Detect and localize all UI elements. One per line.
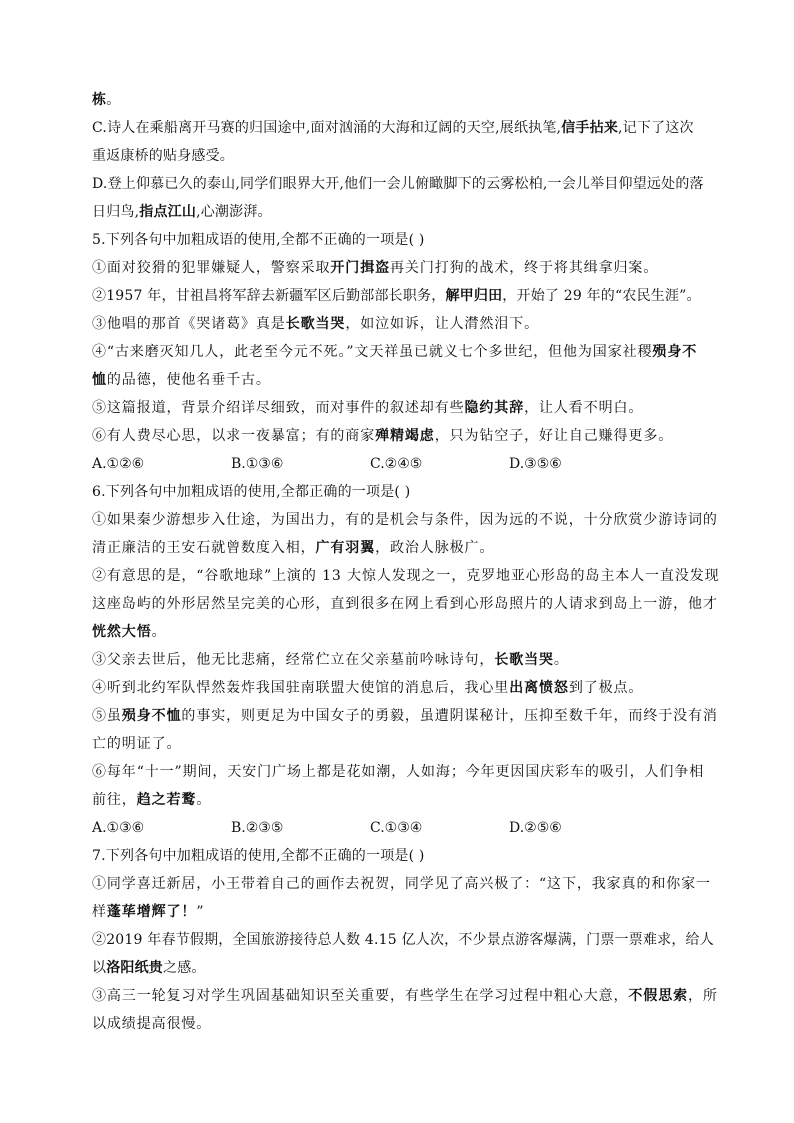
text-line: 以洛阳纸贵之感。 bbox=[92, 960, 206, 976]
bold-idiom: 广有羽翼 bbox=[315, 540, 376, 556]
text-line: ②2019 年春节假期，全国旅游接待总人数 4.15 亿人次，不少景点游客爆满，门票一票难求，给人 bbox=[92, 932, 714, 948]
bold-idiom: 不假思索 bbox=[628, 988, 689, 1004]
question-6-options bbox=[92, 814, 704, 842]
text-line: ①同学喜迁新居，小王带着自己的画作去祝贺，同学见了高兴极了：“这下，我家真的和你家一 bbox=[92, 876, 711, 892]
text-line: ①面对狡猾的犯罪嫌疑人，警察采取开门揖盗再关门打狗的战术，终于将其缉拿归案。 bbox=[92, 260, 659, 276]
option-a: A.①②⑥ bbox=[92, 456, 145, 472]
text-line: 这座岛屿的外形居然呈完美的心形，直到很多在网上看到心形岛照片的人请求到岛上一游，他才 bbox=[92, 596, 718, 612]
bold-idiom: 趋之若鹜 bbox=[136, 792, 197, 808]
bold-idiom: 恤 bbox=[92, 372, 107, 388]
option-c: C.①③④ bbox=[370, 820, 423, 836]
text-line: 日归鸟,指点江山,心潮澎湃。 bbox=[92, 204, 272, 220]
question-5-stem: 5.下列各句中加粗成语的使用,全都不正确的一项是( ) bbox=[92, 232, 425, 248]
question-7-stem: 7.下列各句中加粗成语的使用,全都不正确的一项是( ) bbox=[92, 848, 425, 864]
text-line: ③父亲去世后，他无比悲痛，经常伫立在父亲墓前吟咏诗句，长歌当哭。 bbox=[92, 652, 569, 668]
bold-idiom: 指点江山 bbox=[139, 204, 197, 220]
text-line: ③高三一轮复习对学生巩固基础知识至关重要，有些学生在学习过程中粗心大意，不假思索，所 bbox=[92, 988, 718, 1004]
bold-idiom: 出离愤怒 bbox=[509, 680, 569, 696]
bold-idiom: 洛阳纸贵 bbox=[106, 960, 164, 976]
option-a: A.①③⑥ bbox=[92, 820, 145, 836]
question-5-options bbox=[92, 450, 704, 478]
text-line: ⑥每年“十一”期间，天安门广场上都是花如潮，人如海；今年更因国庆彩车的吸引，人们争相 bbox=[92, 764, 705, 780]
text-line: ④“古来磨灭知几人，此老至今元不死。”文天祥虽已就义七个多世纪，但他为国家社稷殒身不 bbox=[92, 344, 698, 360]
bold-idiom: 栋 bbox=[92, 92, 107, 108]
text-line: ③他唱的那首《哭诸葛》真是长歌当哭，如泣如诉，让人潸然泪下。 bbox=[92, 316, 540, 332]
text-line: 重返康桥的贴身感受。 bbox=[92, 148, 234, 164]
text-line: ⑥有人费尽心思，以求一夜暴富；有的商家殚精竭虑，只为钻空子，好让自己赚得更多。 bbox=[92, 428, 674, 444]
bold-idiom: 长歌当哭 bbox=[285, 316, 346, 332]
bold-idiom: 开门揖盗 bbox=[330, 260, 391, 276]
text-line: D.登上仰慕已久的泰山,同学们眼界大开,他们一会儿俯瞰脚下的云雾松柏,一会儿举目仰望远处的落 bbox=[92, 176, 704, 192]
option-b: B.②③⑤ bbox=[231, 820, 284, 836]
bold-idiom: 殚精竭虑 bbox=[375, 428, 435, 444]
text-line: 前往，趋之若鹜。 bbox=[92, 792, 212, 808]
text-line: ②1957 年，甘祖昌将军辞去新疆军区后勤部部长职务，解甲归田，开始了 29 年的“农民生涯”。 bbox=[92, 288, 701, 304]
bold-idiom: 蓬荜增辉了！ bbox=[106, 904, 197, 920]
document-page bbox=[92, 86, 720, 1038]
bold-idiom: 信手拈来 bbox=[561, 120, 619, 136]
text-line: 栋。 bbox=[92, 92, 121, 108]
text-line: 清正廉洁的王安石就曾数度入相，广有羽翼，政治人脉极广。 bbox=[92, 540, 495, 556]
text-line: ①如果秦少游想步入仕途，为国出力，有的是机会与条件，因为远的不说，十分欣赏少游诗词的 bbox=[92, 512, 718, 528]
text-line: ⑤虽殒身不恤的事实，则更足为中国女子的勇毅，虽遭阴谋秘计，压抑至数千年，而终于没有消 bbox=[92, 708, 718, 724]
bold-idiom: 殒身不恤 bbox=[121, 708, 182, 724]
option-d: D.③⑤⑥ bbox=[509, 456, 562, 472]
text-line: 亡的明证了。 bbox=[92, 736, 182, 752]
text-line: C.诗人在乘船离开马赛的归国途中,面对汹涌的大海和辽阔的天空,展纸执笔,信手拈来,记下了这次 bbox=[92, 120, 694, 136]
bold-idiom: 长歌当哭 bbox=[494, 652, 554, 668]
text-line: 恍然大悟。 bbox=[92, 624, 167, 640]
text-line: 样蓬荜增辉了！” bbox=[92, 904, 205, 920]
bold-idiom: 殒身不 bbox=[652, 344, 698, 360]
text-line: 恤的品德，使他名垂千古。 bbox=[92, 372, 271, 388]
question-6-stem: 6.下列各句中加粗成语的使用,全都正确的一项是( ) bbox=[92, 484, 411, 500]
text-line: ④听到北约军队悍然轰炸我国驻南联盟大使馆的消息后，我心里出离愤怒到了极点。 bbox=[92, 680, 644, 696]
option-b: B.①③⑥ bbox=[231, 456, 284, 472]
text-line: ⑤这篇报道，背景介绍详尽细致，而对事件的叙述却有些隐约其辞，让人看不明白。 bbox=[92, 400, 644, 416]
bold-idiom: 恍然大悟 bbox=[92, 624, 152, 640]
text-line: ②有意思的是，“谷歌地球”上演的 13 大惊人发现之一，克罗地亚心形岛的岛主本人一直没发现 bbox=[92, 568, 720, 584]
option-d: D.②⑤⑥ bbox=[509, 820, 562, 836]
bold-idiom: 隐约其辞 bbox=[464, 400, 525, 416]
text-line: 以成绩提高很慢。 bbox=[92, 1016, 212, 1032]
bold-idiom: 解甲归田 bbox=[445, 288, 503, 304]
option-c: C.②④⑤ bbox=[370, 456, 423, 472]
